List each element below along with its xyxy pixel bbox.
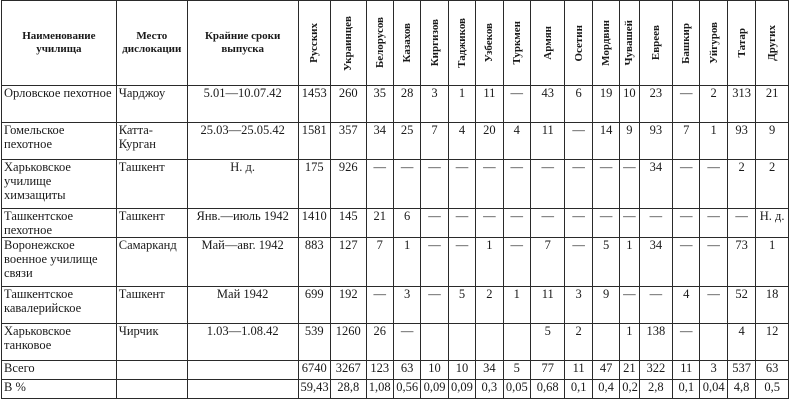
count-cell bbox=[592, 324, 619, 361]
count-cell: 175 bbox=[298, 160, 330, 209]
count-cell: 4 bbox=[448, 123, 475, 160]
location-cell: Ташкент bbox=[116, 160, 187, 209]
count-cell: 1 bbox=[503, 287, 530, 324]
count-cell: — bbox=[639, 209, 673, 238]
count-cell: — bbox=[503, 238, 530, 287]
count-cell: 93 bbox=[639, 123, 673, 160]
count-cell bbox=[503, 324, 530, 361]
percent-row-value: 59,43 bbox=[298, 380, 330, 399]
table-row bbox=[2, 287, 789, 324]
count-cell: — bbox=[673, 209, 700, 238]
count-cell: 4 bbox=[727, 324, 755, 361]
count-cell: 4 bbox=[503, 123, 530, 160]
location-cell: Ташкент bbox=[116, 287, 187, 324]
count-cell: — bbox=[476, 160, 503, 209]
count-cell: — bbox=[366, 287, 393, 324]
count-cell: 1 bbox=[448, 86, 475, 123]
count-cell: 2 bbox=[565, 324, 592, 361]
percent-row-value: 1,08 bbox=[366, 380, 393, 399]
schools-nationality-table bbox=[1, 0, 789, 399]
header-nationality: Таджиков bbox=[448, 1, 475, 86]
total-row-value: 322 bbox=[639, 361, 673, 380]
count-cell: 11 bbox=[530, 123, 565, 160]
count-cell: 25 bbox=[393, 123, 420, 160]
count-cell: — bbox=[700, 238, 727, 287]
count-cell: 7 bbox=[366, 238, 393, 287]
count-cell: 7 bbox=[530, 238, 565, 287]
total-row-value: 21 bbox=[620, 361, 639, 380]
header-graduation-dates: Крайние сроки выпуска bbox=[187, 1, 298, 86]
header-nationality: Татар bbox=[727, 1, 755, 86]
header-nationality: Белорусов bbox=[366, 1, 393, 86]
count-cell: — bbox=[421, 209, 448, 238]
count-cell bbox=[700, 324, 727, 361]
dates-cell: Н. д. bbox=[187, 160, 298, 209]
total-row-value: 63 bbox=[756, 361, 789, 380]
count-cell: 5 bbox=[448, 287, 475, 324]
count-cell: 1 bbox=[620, 324, 639, 361]
count-cell: 7 bbox=[421, 123, 448, 160]
school-name-cell: Харьковское училище химзащиты bbox=[2, 160, 117, 209]
count-cell: — bbox=[530, 209, 565, 238]
count-cell: 2 bbox=[727, 160, 755, 209]
header-nationality: Русских bbox=[298, 1, 330, 86]
count-cell: — bbox=[393, 324, 420, 361]
percent-row-value: 0,56 bbox=[393, 380, 420, 399]
count-cell: — bbox=[565, 238, 592, 287]
table-row bbox=[2, 324, 789, 361]
total-row-value: 47 bbox=[592, 361, 619, 380]
header-nationality: Казахов bbox=[393, 1, 420, 86]
total-row bbox=[2, 361, 789, 380]
count-cell: — bbox=[393, 160, 420, 209]
percent-row-label: В % bbox=[2, 380, 117, 399]
header-nationality: Евреев bbox=[639, 1, 673, 86]
count-cell: — bbox=[421, 238, 448, 287]
table-body bbox=[2, 86, 789, 399]
total-row-value: 537 bbox=[727, 361, 755, 380]
count-cell: 1 bbox=[700, 123, 727, 160]
school-name-cell: Ташкентское кавалерийское bbox=[2, 287, 117, 324]
total-row-value: 77 bbox=[530, 361, 565, 380]
total-row-value: 3 bbox=[700, 361, 727, 380]
percent-row bbox=[2, 380, 789, 399]
dates-cell: Янв.—июль 1942 bbox=[187, 209, 298, 238]
count-cell: — bbox=[476, 209, 503, 238]
count-cell: — bbox=[639, 287, 673, 324]
count-cell: 138 bbox=[639, 324, 673, 361]
table-row bbox=[2, 86, 789, 123]
count-cell: 11 bbox=[530, 287, 565, 324]
count-cell: 3 bbox=[393, 287, 420, 324]
count-cell: 26 bbox=[366, 324, 393, 361]
count-cell: — bbox=[448, 238, 475, 287]
count-cell: 313 bbox=[727, 86, 755, 123]
count-cell: 539 bbox=[298, 324, 330, 361]
count-cell: — bbox=[503, 160, 530, 209]
count-cell: 52 bbox=[727, 287, 755, 324]
count-cell: — bbox=[673, 324, 700, 361]
dates-cell: 25.03—25.05.42 bbox=[187, 123, 298, 160]
count-cell: 9 bbox=[756, 123, 789, 160]
total-row-value: 11 bbox=[673, 361, 700, 380]
percent-row-value: 2,8 bbox=[639, 380, 673, 399]
count-cell: 2 bbox=[476, 287, 503, 324]
count-cell: 35 bbox=[366, 86, 393, 123]
count-cell: — bbox=[592, 209, 619, 238]
percent-row-value: 0,1 bbox=[673, 380, 700, 399]
count-cell bbox=[421, 324, 448, 361]
count-cell: 20 bbox=[476, 123, 503, 160]
count-cell: — bbox=[620, 160, 639, 209]
count-cell: — bbox=[448, 160, 475, 209]
table-row bbox=[2, 209, 789, 238]
school-name-cell: Ташкентское пехотное bbox=[2, 209, 117, 238]
count-cell: 21 bbox=[756, 86, 789, 123]
empty-cell bbox=[116, 380, 187, 399]
table-row bbox=[2, 238, 789, 287]
count-cell: 1 bbox=[620, 238, 639, 287]
count-cell: 7 bbox=[673, 123, 700, 160]
total-row-label: Всего bbox=[2, 361, 117, 380]
header-nationality: Других bbox=[756, 1, 789, 86]
count-cell: 9 bbox=[592, 287, 619, 324]
count-cell: — bbox=[421, 287, 448, 324]
school-name-cell: Харьковское танковое bbox=[2, 324, 117, 361]
total-row-value: 123 bbox=[366, 361, 393, 380]
count-cell: 5 bbox=[592, 238, 619, 287]
school-name-cell: Воронежское военное училище связи bbox=[2, 238, 117, 287]
location-cell: Катта-Курган bbox=[116, 123, 187, 160]
percent-row-value: 4,8 bbox=[727, 380, 755, 399]
count-cell: 28 bbox=[393, 86, 420, 123]
total-row-value: 6740 bbox=[298, 361, 330, 380]
count-cell: 4 bbox=[673, 287, 700, 324]
count-cell: 1581 bbox=[298, 123, 330, 160]
percent-row-value: 0,04 bbox=[700, 380, 727, 399]
percent-row-value: 0,5 bbox=[756, 380, 789, 399]
header-nationality: Узбеков bbox=[476, 1, 503, 86]
count-cell: 6 bbox=[565, 86, 592, 123]
total-row-value: 63 bbox=[393, 361, 420, 380]
header-nationality: Украинцев bbox=[330, 1, 366, 86]
table-row bbox=[2, 160, 789, 209]
empty-cell bbox=[116, 361, 187, 380]
count-cell: 2 bbox=[700, 86, 727, 123]
header-nationality: Башкир bbox=[673, 1, 700, 86]
count-cell bbox=[448, 324, 475, 361]
count-cell: 145 bbox=[330, 209, 366, 238]
count-cell: 127 bbox=[330, 238, 366, 287]
header-location: Место дислокации bbox=[116, 1, 187, 86]
count-cell: — bbox=[620, 287, 639, 324]
dates-cell: Май 1942 bbox=[187, 287, 298, 324]
count-cell: 260 bbox=[330, 86, 366, 123]
header-nationality: Осетин bbox=[565, 1, 592, 86]
percent-row-value: 0,68 bbox=[530, 380, 565, 399]
count-cell: 357 bbox=[330, 123, 366, 160]
count-cell: 2 bbox=[756, 160, 789, 209]
count-cell: 21 bbox=[366, 209, 393, 238]
count-cell: 9 bbox=[620, 123, 639, 160]
percent-row-value: 0,09 bbox=[448, 380, 475, 399]
count-cell: — bbox=[592, 160, 619, 209]
total-row-value: 10 bbox=[448, 361, 475, 380]
count-cell: 6 bbox=[393, 209, 420, 238]
header-row bbox=[2, 1, 789, 86]
location-cell: Ташкент bbox=[116, 209, 187, 238]
count-cell bbox=[476, 324, 503, 361]
count-cell: — bbox=[530, 160, 565, 209]
header-school-name: Наименование училища bbox=[2, 1, 117, 86]
percent-row-value: 0,2 bbox=[620, 380, 639, 399]
count-cell: 1453 bbox=[298, 86, 330, 123]
count-cell: — bbox=[448, 209, 475, 238]
percent-row-value: 0,4 bbox=[592, 380, 619, 399]
count-cell: — bbox=[700, 160, 727, 209]
count-cell: 34 bbox=[366, 123, 393, 160]
count-cell: 1 bbox=[756, 238, 789, 287]
location-cell: Чарджоу bbox=[116, 86, 187, 123]
count-cell: Н. д. bbox=[756, 209, 789, 238]
count-cell: — bbox=[565, 209, 592, 238]
count-cell: 1260 bbox=[330, 324, 366, 361]
count-cell: — bbox=[700, 209, 727, 238]
count-cell: — bbox=[673, 160, 700, 209]
count-cell: 192 bbox=[330, 287, 366, 324]
location-cell: Чирчик bbox=[116, 324, 187, 361]
dates-cell: Май—авг. 1942 bbox=[187, 238, 298, 287]
count-cell: 14 bbox=[592, 123, 619, 160]
count-cell: 1410 bbox=[298, 209, 330, 238]
percent-row-value: 28,8 bbox=[330, 380, 366, 399]
count-cell: 19 bbox=[592, 86, 619, 123]
header-nationality: Чувашей bbox=[620, 1, 639, 86]
header-nationality: Киргизов bbox=[421, 1, 448, 86]
count-cell: 18 bbox=[756, 287, 789, 324]
count-cell: 93 bbox=[727, 123, 755, 160]
header-nationality: Армян bbox=[530, 1, 565, 86]
count-cell: — bbox=[700, 287, 727, 324]
count-cell: — bbox=[503, 86, 530, 123]
total-row-value: 3267 bbox=[330, 361, 366, 380]
count-cell: 5 bbox=[530, 324, 565, 361]
percent-row-value: 0,09 bbox=[421, 380, 448, 399]
count-cell: 3 bbox=[565, 287, 592, 324]
count-cell: 23 bbox=[639, 86, 673, 123]
dates-cell: 1.03—1.08.42 bbox=[187, 324, 298, 361]
percent-row-value: 0,05 bbox=[503, 380, 530, 399]
total-row-value: 5 bbox=[503, 361, 530, 380]
count-cell: — bbox=[366, 160, 393, 209]
count-cell: 3 bbox=[421, 86, 448, 123]
count-cell: 699 bbox=[298, 287, 330, 324]
empty-cell bbox=[187, 361, 298, 380]
count-cell: 883 bbox=[298, 238, 330, 287]
count-cell: — bbox=[673, 86, 700, 123]
total-row-value: 11 bbox=[565, 361, 592, 380]
percent-row-value: 0,1 bbox=[565, 380, 592, 399]
school-name-cell: Гомельское пехотное bbox=[2, 123, 117, 160]
count-cell: — bbox=[421, 160, 448, 209]
count-cell: 1 bbox=[393, 238, 420, 287]
empty-cell bbox=[187, 380, 298, 399]
count-cell: 34 bbox=[639, 160, 673, 209]
count-cell: — bbox=[565, 160, 592, 209]
count-cell: — bbox=[620, 209, 639, 238]
count-cell: — bbox=[727, 209, 755, 238]
header-nationality: Мордвин bbox=[592, 1, 619, 86]
table-row bbox=[2, 123, 789, 160]
school-name-cell: Орловское пехотное bbox=[2, 86, 117, 123]
count-cell: 34 bbox=[639, 238, 673, 287]
count-cell: — bbox=[673, 238, 700, 287]
location-cell: Самарканд bbox=[116, 238, 187, 287]
total-row-value: 34 bbox=[476, 361, 503, 380]
count-cell: 926 bbox=[330, 160, 366, 209]
count-cell: — bbox=[565, 123, 592, 160]
header-nationality: Туркмен bbox=[503, 1, 530, 86]
count-cell: 11 bbox=[476, 86, 503, 123]
count-cell: 12 bbox=[756, 324, 789, 361]
count-cell: — bbox=[503, 209, 530, 238]
dates-cell: 5.01—10.07.42 bbox=[187, 86, 298, 123]
count-cell: 73 bbox=[727, 238, 755, 287]
header-nationality: Уйгуров bbox=[700, 1, 727, 86]
count-cell: 43 bbox=[530, 86, 565, 123]
count-cell: 10 bbox=[620, 86, 639, 123]
total-row-value: 10 bbox=[421, 361, 448, 380]
count-cell: 1 bbox=[476, 238, 503, 287]
percent-row-value: 0,3 bbox=[476, 380, 503, 399]
